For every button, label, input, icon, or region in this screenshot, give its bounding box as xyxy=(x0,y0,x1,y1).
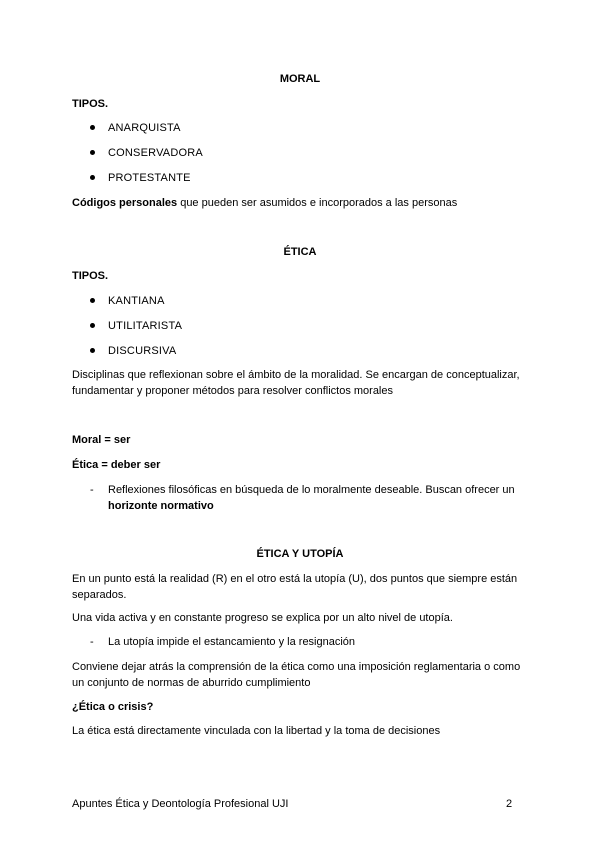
utopia-para4: La ética está directamente vinculada con la libertad y la toma de decisiones xyxy=(72,725,441,737)
utopia-para3-line2: un conjunto de normas de aburrido cumplimiento xyxy=(72,677,311,689)
bullet-icon xyxy=(90,125,95,130)
etica-item-text: KANTIANA xyxy=(108,295,165,307)
bullet-icon xyxy=(90,323,95,328)
etica-description-line1: Disciplinas que reflexionan sobre el ámbito de la moralidad. Se encargan de conceptualizar, xyxy=(72,369,520,381)
moral-ser-definition: Moral = ser xyxy=(72,434,131,446)
etica-tipos-label: TIPOS. xyxy=(72,270,109,282)
document-page xyxy=(72,0,528,848)
bullet-icon xyxy=(90,348,95,353)
reflexiones-text xyxy=(108,482,528,514)
moral-tipos-label: TIPOS. xyxy=(72,98,109,110)
utopia-dash-text: La utopía impide el estancamiento y la resignación xyxy=(108,636,356,648)
page-number: 2 xyxy=(506,798,513,810)
codigos-rest-text: que pueden ser asumidos e incorporados a las personas xyxy=(177,197,458,209)
etica-description-line2: fundamentar y proponer métodos para resolver conflictos morales xyxy=(72,385,393,397)
dash-marker: - xyxy=(90,636,94,648)
etica-item-text: UTILITARISTA xyxy=(108,320,183,332)
bullet-icon xyxy=(90,175,95,180)
horizonte-normativo-text: horizonte normativo xyxy=(108,500,214,512)
moral-heading: MORAL xyxy=(279,73,321,85)
utopia-para1-line2: separados. xyxy=(72,589,127,601)
etica-deber-definition: Ética = deber ser xyxy=(72,459,161,471)
moral-codigos-paragraph xyxy=(72,195,528,211)
utopia-para2: Una vida activa y en constante progreso se explica por un alto nivel de utopía. xyxy=(72,612,453,624)
etica-utopia-heading: ÉTICA Y UTOPÍA xyxy=(256,548,344,560)
moral-item-text: CONSERVADORA xyxy=(108,147,203,159)
moral-item-text: ANARQUISTA xyxy=(108,122,181,134)
bullet-icon xyxy=(90,298,95,303)
etica-heading: ÉTICA xyxy=(283,246,317,258)
bullet-icon xyxy=(90,150,95,155)
utopia-para1-line1: En un punto está la realidad (R) en el otro está la utopía (U), dos puntos que siempre están xyxy=(72,573,518,585)
etica-crisis-question: ¿Ética o crisis? xyxy=(72,701,154,713)
etica-item-text: DISCURSIVA xyxy=(108,345,177,357)
utopia-para3-line1: Conviene dejar atrás la comprensión de la ética como una imposición reglamentaria o como xyxy=(72,661,521,673)
reflexiones-line1: Reflexiones filosóficas en búsqueda de lo moralmente deseable. Buscan ofrecer un xyxy=(108,484,515,496)
moral-item-text: PROTESTANTE xyxy=(108,172,191,184)
dash-marker: - xyxy=(90,484,94,496)
codigos-bold-text: Códigos personales xyxy=(72,197,178,209)
footer-title: Apuntes Ética y Deontología Profesional UJI xyxy=(72,798,289,810)
